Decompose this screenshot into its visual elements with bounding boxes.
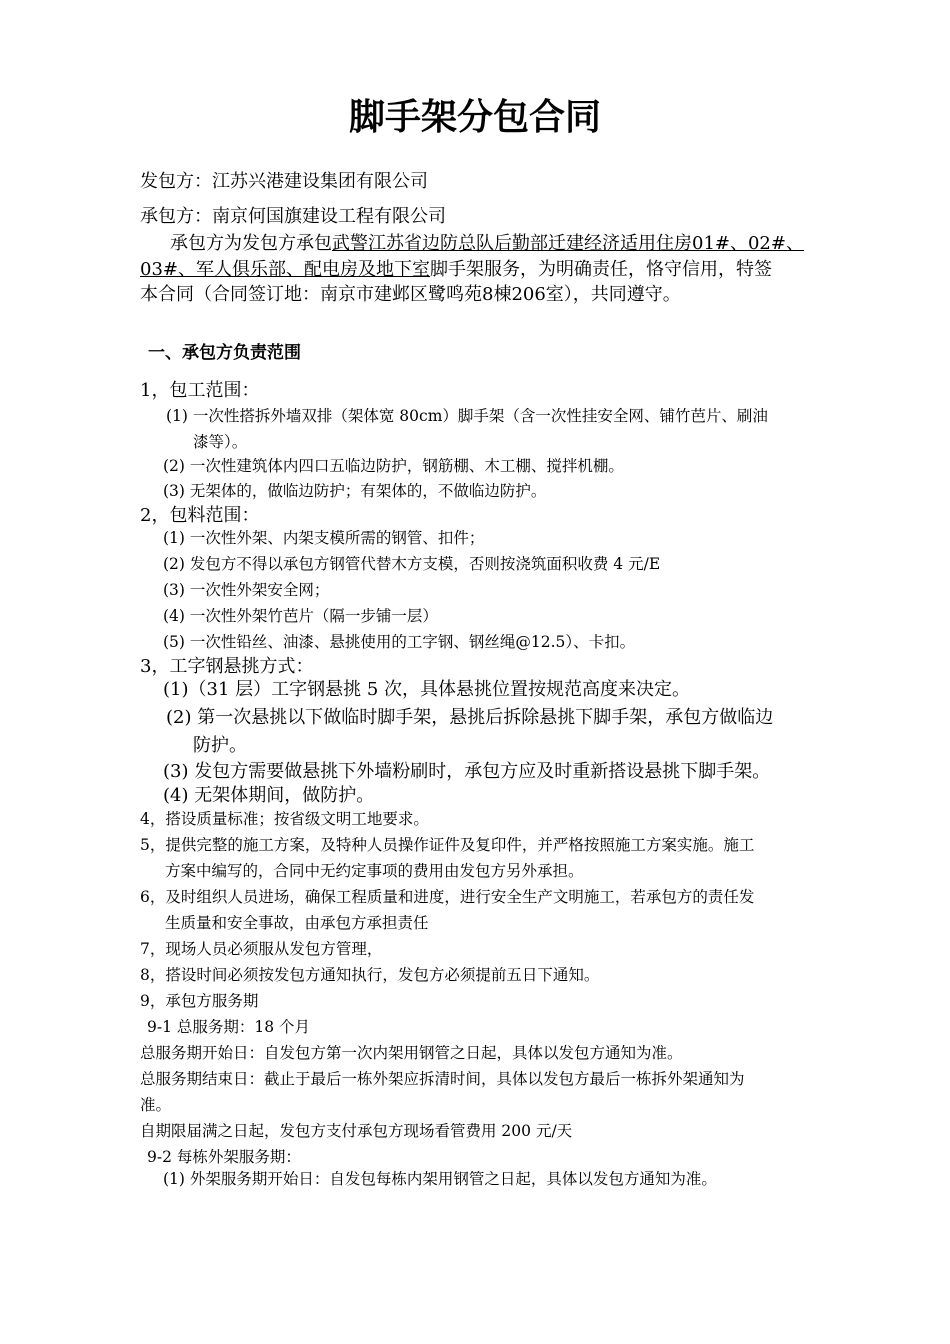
intro-text: 脚手架服务，为明确责任，恪守信用，特签 [430, 259, 772, 280]
custody-fee: 自期限届满之日起，发包方支付承包方现场看管费用 200 元/天 [140, 1122, 573, 1140]
item-6-cont: 生质量和安全事故，由承包方承担责任 [165, 914, 429, 932]
item-1-sub-1-cont: 漆等）。 [193, 433, 248, 451]
item-5-cont: 方案中编写的，合同中无约定事项的费用由发包方另外承担。 [165, 862, 584, 880]
intro-text: 承包方为发包方承包 [170, 233, 332, 254]
item-2-sub-2: (2) 发包方不得以承包方钢管代替木方支模，否则按浇筑面积收费 4 元/E [163, 555, 661, 573]
item-1-sub-2: (2) 一次性建筑体内四口五临边防护，钢筋棚、木工棚、搅拌机棚。 [163, 457, 624, 475]
item-1-sub-1: (1) 一次性搭拆外墙双排（架体宽 80cm）脚手架（含一次性挂安全网、铺竹芭片、刷油 [166, 407, 768, 425]
item-3-sub-1: (1)（31 层）工字钢悬挑 5 次，具体悬挑位置按规范高度来决定。 [163, 679, 691, 700]
intro-line-3: 本合同（合同签订地：南京市建邺区鹭鸣苑8棟206室），共同遵守。 [140, 284, 681, 305]
item-9-2-sub-1: (1) 外架服务期开始日：自发包每栋内架用钢管之日起，具体以发包方通知为准。 [163, 1170, 717, 1188]
item-9-1: 9-1 总服务期：18 个月 [147, 1018, 311, 1036]
item-3-sub-2-cont: 防护。 [193, 735, 247, 756]
item-8: 8，搭设时间必须按发包方通知执行，发包方必须提前五日下通知。 [140, 966, 600, 984]
contractor-line: 承包方：南京何国旗建设工程有限公司 [140, 206, 446, 227]
item-5: 5，提供完整的施工方案，及特种人员操作证件及复印件，并严格按照施工方案实施。施工 [140, 836, 755, 854]
item-3-label: 3，工字钢悬挑方式： [140, 656, 314, 677]
section-1-heading: 一、承包方负责范围 [148, 343, 301, 363]
item-2-sub-4: (4) 一次性外架竹芭片（隔一步铺一层） [163, 607, 438, 625]
item-2-label: 2，包料范围： [140, 505, 260, 526]
item-1-sub-3: (3) 无架体的，做临边防护；有架体的，不做临边防护。 [163, 482, 547, 500]
item-2-sub-5: (5) 一次性铅丝、油漆、悬挑使用的工字钢、钢丝绳@12.5）、卡扣。 [163, 633, 636, 651]
item-4: 4，搭设质量标准；按省级文明工地要求。 [140, 810, 429, 828]
project-name: 武警江苏省边防总队后勤部迁建经济适用住房01#、02#、 [332, 233, 804, 254]
document-title: 脚手架分包合同 [348, 97, 601, 138]
item-6: 6，及时组织人员进场，确保工程质量和进度，进行安全生产文明施工，若承包方的责任发 [140, 888, 755, 906]
item-2-sub-3: (3) 一次性外架安全网； [163, 581, 330, 599]
item-3-sub-3: (3) 发包方需要做悬挑下外墙粉刷时，承包方应及时重新搭设悬挑下脚手架。 [163, 761, 771, 782]
item-3-sub-4: (4) 无架体期间，做防护。 [163, 785, 375, 806]
project-name-cont: 03#、军人俱乐部、配电房及地下室 [140, 259, 430, 280]
intro-line-2 [140, 261, 772, 279]
service-end: 总服务期结束日：截止于最后一栋外架应拆清时间，具体以发包方最后一栋拆外架通知为 [140, 1070, 745, 1088]
employer-line: 发包方：江苏兴港建设集团有限公司 [140, 171, 428, 192]
item-7: 7，现场人员必须服从发包方管理， [140, 940, 383, 958]
item-3-sub-2: (2) 第一次悬挑以下做临时脚手架，悬挑后拆除悬挑下脚手架，承包方做临边 [166, 707, 774, 728]
service-end-cont: 准。 [140, 1096, 172, 1114]
item-9-2: 9-2 每栋外架服务期： [147, 1148, 301, 1166]
service-start: 总服务期开始日：自发包方第一次内架用钢管之日起，具体以发包方通知为准。 [140, 1044, 683, 1062]
item-9-label: 9，承包方服务期 [140, 992, 259, 1010]
item-1-label: 1，包工范围： [140, 380, 260, 401]
item-2-sub-1: (1) 一次性外架、内架支模所需的钢管、扣件； [163, 529, 485, 547]
intro-line-1 [170, 235, 804, 253]
